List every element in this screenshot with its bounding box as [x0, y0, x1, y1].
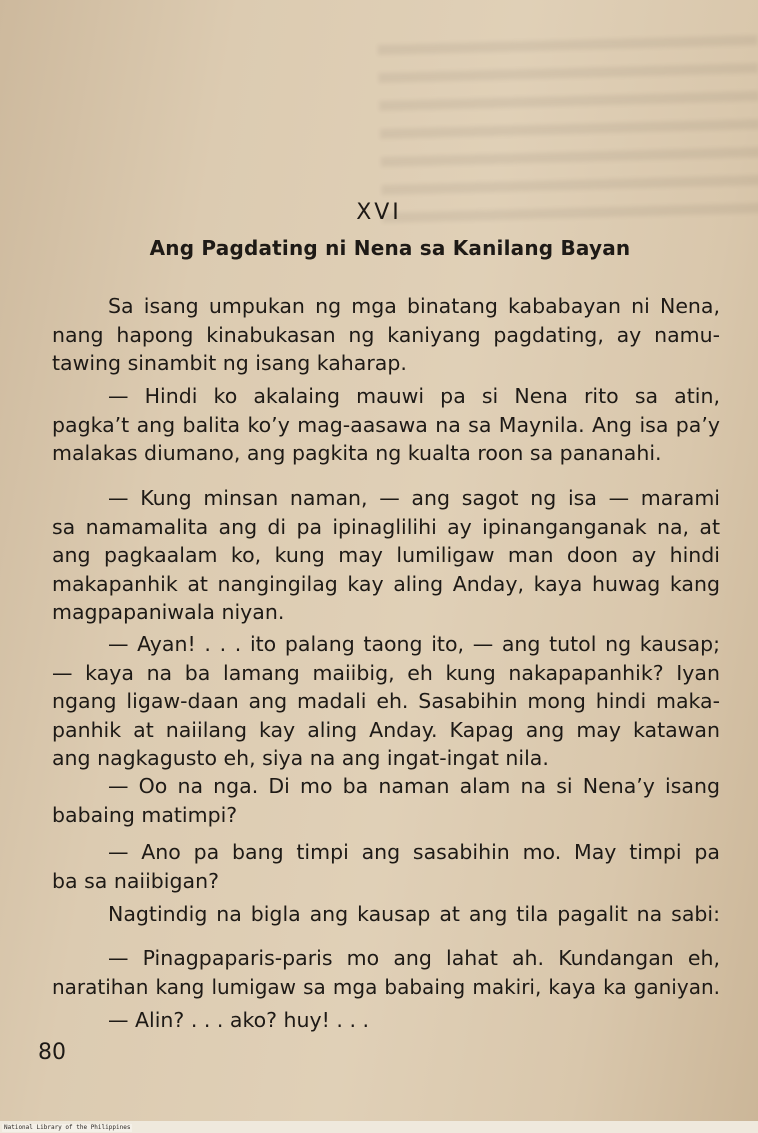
text-line: — Alin? . . . ako? huy! . . .: [108, 1008, 369, 1032]
text-line: panhik at naiilang kay aling Anday. Kapag ang may katawan: [52, 717, 720, 742]
paragraph-3: [52, 484, 720, 627]
text-line: malakas diumano, ang pagkita ng kualta roon sa pananahi.: [52, 441, 662, 465]
paragraph-9: [52, 1006, 720, 1035]
text-line: — Hindi ko akalaing mauwi pa si Nena rito sa atin,: [108, 384, 720, 408]
text-line: tawing sinambit ng isang kaharap.: [52, 351, 407, 375]
text-line: — Pinagpaparis-paris mo ang lahat ah. Kundangan eh,: [108, 946, 720, 970]
text-line: ang nagkagusto eh, siya na ang ingat-ingat nila.: [52, 746, 549, 770]
chapter-number: XVI: [356, 200, 402, 225]
text-line: — Oo na nga. Di mo ba naman alam na si Nena’y isang: [108, 774, 720, 798]
paragraph-5: [52, 772, 720, 829]
library-credit: National Library of the Philippines: [4, 1124, 131, 1131]
text-line: babaing matimpi?: [52, 802, 238, 827]
text-line: ang pagkaalam ko, kung may lumiligaw man doon ay hindi: [52, 543, 720, 567]
paragraph-6: [52, 838, 720, 895]
text-line: sa namamalita ang di pa ipinaglilihi ay ipinanganganak na, at: [52, 514, 720, 539]
text-line: — Ano pa bang timpi ang sasabihin mo. May timpi pa: [108, 840, 720, 864]
text-line: — kaya na ba lamang maiibig, eh kung nakapapanhik? Iyan: [52, 660, 720, 685]
text-line: Nagtindig na bigla ang kausap at ang tila pagalit na sabi:: [108, 902, 720, 926]
text-line: — Kung minsan naman, — ang sagot ng isa — marami: [108, 486, 720, 510]
text-line: naratihan kang lumigaw sa mga babaing makiri, kaya ka ganiyan.: [52, 974, 720, 999]
paragraph-8: [52, 944, 720, 1001]
paragraph-4: [52, 630, 720, 773]
page-number: 80: [38, 1040, 66, 1065]
text-line: ngang ligaw-daan ang madali eh. Sasabihin mong hindi maka-: [52, 689, 720, 713]
text-line: makapanhik at nangingilag kay aling Anday, kaya huwag kang: [52, 571, 720, 596]
chapter-title: Ang Pagdating ni Nena sa Kanilang Bayan: [149, 236, 631, 260]
text-line: nang hapong kinabukasan ng kaniyang pagdating, ay namu-: [52, 322, 720, 347]
text-line: magpapaniwala niyan.: [52, 600, 285, 624]
text-line: — Ayan! . . . ito palang taong ito, — ang tutol ng kausap;: [108, 632, 720, 656]
text-line: ba sa naiibigan?: [52, 868, 219, 893]
text-line: Sa isang umpukan ng mga binatang kababayan ni Nena,: [108, 294, 720, 318]
text-line: pagka’t ang balita ko’y mag-aasawa na sa Maynila. Ang isa pa’y: [52, 412, 720, 437]
paragraph-1: [52, 292, 720, 378]
paragraph-2: [52, 382, 720, 468]
paragraph-7: [52, 900, 720, 929]
